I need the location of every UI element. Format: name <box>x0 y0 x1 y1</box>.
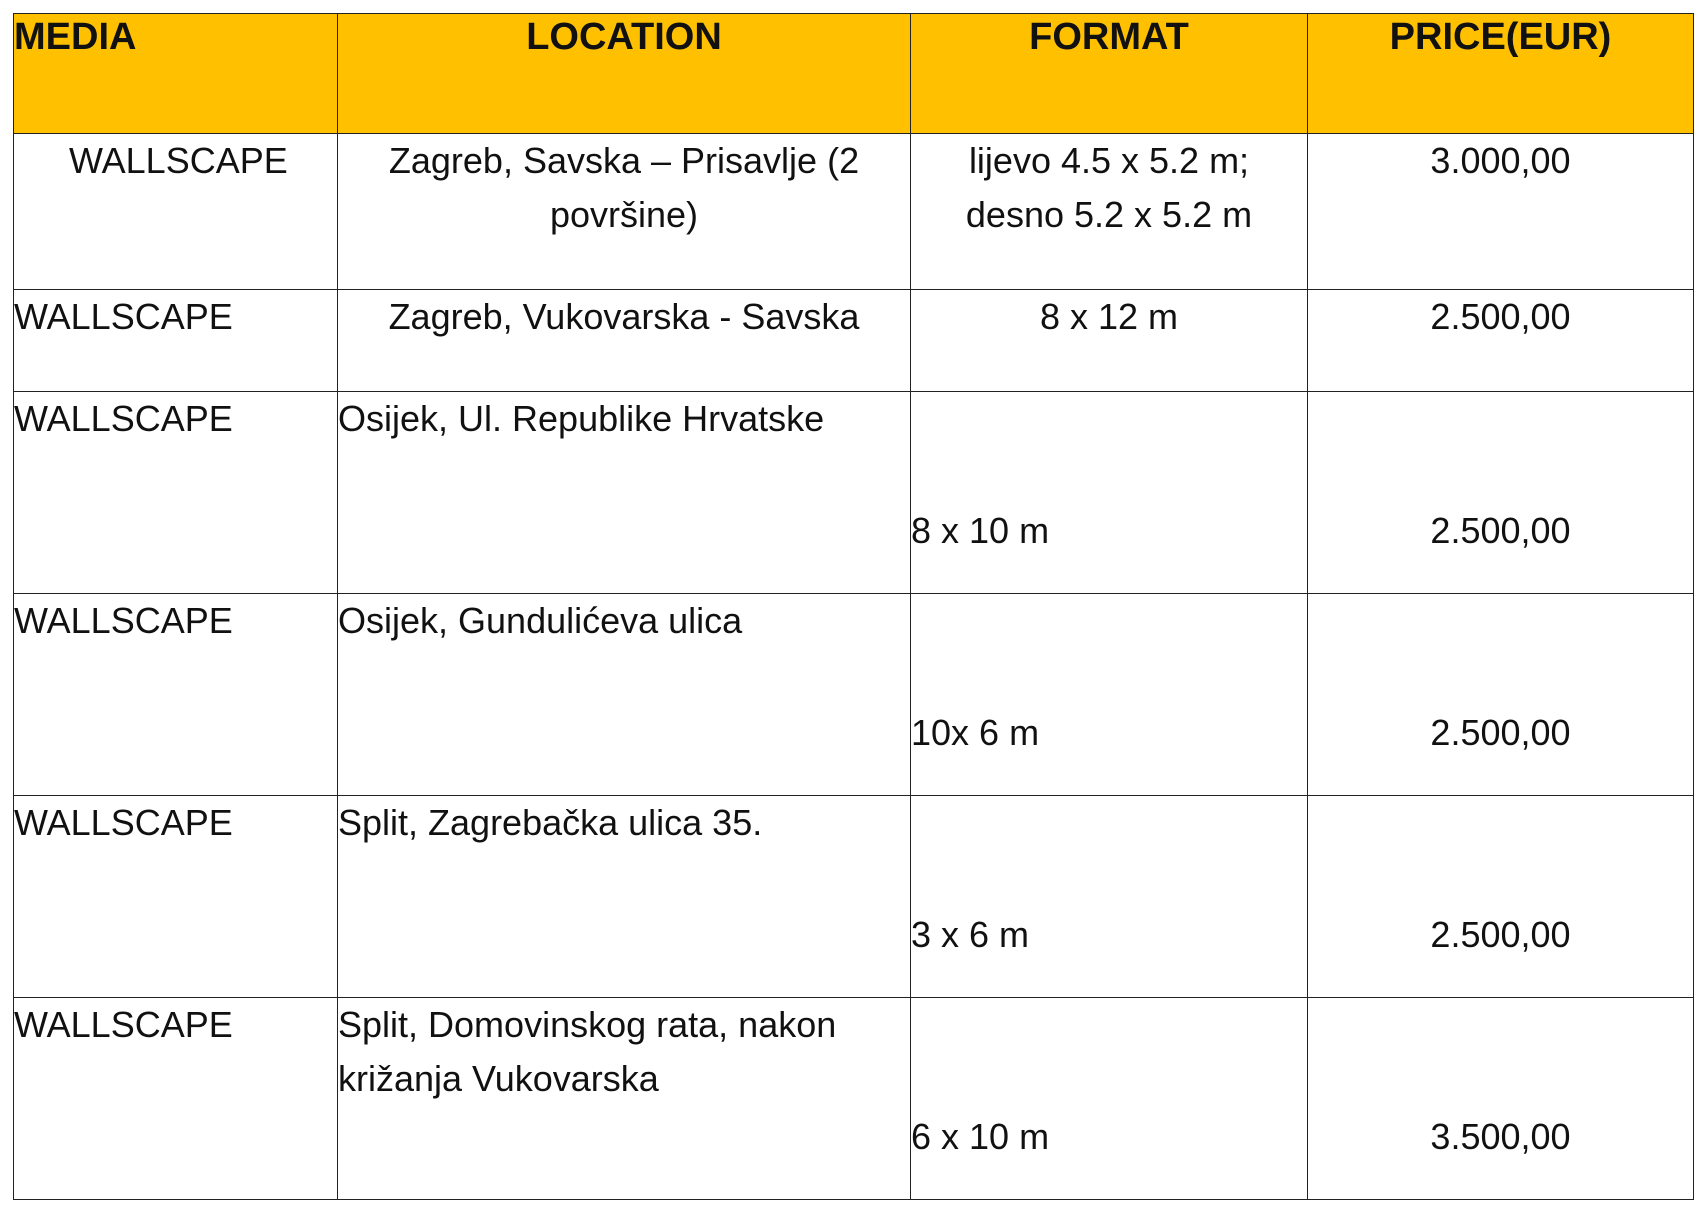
cell-price: 2.500,00 <box>1308 290 1694 392</box>
table-row <box>14 796 1694 998</box>
header-format: FORMAT <box>911 14 1308 134</box>
table-row <box>14 594 1694 796</box>
cell-media: WALLSCAPE <box>14 998 338 1200</box>
cell-media: WALLSCAPE <box>14 594 338 796</box>
format-line-1: lijevo 4.5 x 5.2 m; <box>968 140 1250 181</box>
table-header <box>14 14 1694 134</box>
cell-price: 2.500,00 <box>1308 594 1694 796</box>
table-row <box>14 998 1694 1200</box>
cell-price: 2.500,00 <box>1308 392 1694 594</box>
cell-format: 10x 6 m <box>911 594 1308 796</box>
cell-format: 8 x 12 m <box>911 290 1308 392</box>
table-row <box>14 392 1694 594</box>
cell-location: Split, Zagrebačka ulica 35. <box>338 796 911 998</box>
table-row <box>14 290 1694 392</box>
cell-format: 8 x 10 m <box>911 392 1308 594</box>
cell-media: WALLSCAPE <box>14 290 338 392</box>
cell-format <box>911 134 1308 290</box>
cell-location: Osijek, Gundulićeva ulica <box>338 594 911 796</box>
cell-location: Zagreb, Vukovarska - Savska <box>338 290 911 392</box>
cell-format: 3 x 6 m <box>911 796 1308 998</box>
table-body <box>14 134 1694 1200</box>
cell-media: WALLSCAPE <box>14 796 338 998</box>
cell-media: WALLSCAPE <box>14 134 338 290</box>
header-media: MEDIA <box>14 14 338 134</box>
header-location: LOCATION <box>338 14 911 134</box>
cell-price: 2.500,00 <box>1308 796 1694 998</box>
cell-format: 6 x 10 m <box>911 998 1308 1200</box>
format-line-2: desno 5.2 x 5.2 m <box>965 194 1253 235</box>
wallscape-price-table <box>13 13 1694 1200</box>
cell-location: Osijek, Ul. Republike Hrvatske <box>338 392 911 594</box>
cell-location: Split, Domovinskog rata, nakon križanja Vukovarska <box>338 998 911 1200</box>
table-row <box>14 134 1694 290</box>
cell-price: 3.500,00 <box>1308 998 1694 1200</box>
cell-media: WALLSCAPE <box>14 392 338 594</box>
cell-location: Zagreb, Savska – Prisavlje (2 površine) <box>338 134 911 290</box>
header-row <box>14 14 1694 134</box>
header-price: PRICE(EUR) <box>1308 14 1694 134</box>
cell-price: 3.000,00 <box>1308 134 1694 290</box>
